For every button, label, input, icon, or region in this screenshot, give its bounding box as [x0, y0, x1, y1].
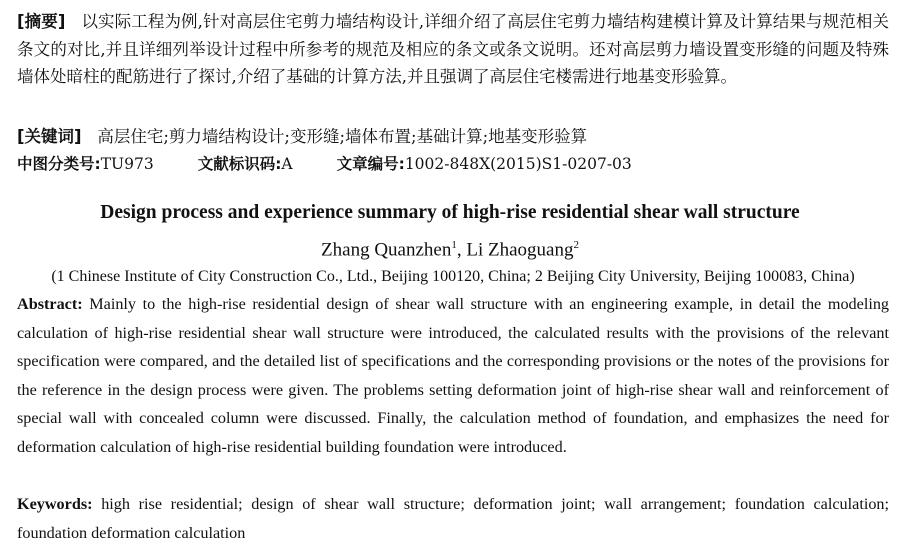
english-keywords-label: Keywords: — [17, 495, 93, 513]
article-number-value: 1002-848X(2015)S1-0207-03 — [404, 155, 632, 173]
english-title: Design process and experience summary of high-rise residential shear wall structure — [100, 202, 800, 223]
english-keywords — [17, 490, 889, 547]
chinese-keywords-label: [关键词] — [17, 127, 82, 146]
doc-code-label: 文献标识码: — [197, 155, 282, 173]
author-separator: , — [456, 239, 467, 261]
author-1-affiliation-mark: 1 — [451, 239, 457, 251]
chinese-keywords-text: 高层住宅;剪力墙结构设计;变形缝;墙体布置;基础计算;地基变形验算 — [97, 127, 588, 146]
chinese-abstract-text: 以实际工程为例,针对高层住宅剪力墙结构设计,详细介绍了高层住宅剪力墙结构建模计算及计算结果与规范相关条文的对比,并且详细列举设计过程中所参考的规范及相应的条文或条文说明。还对高层剪力墙设置变形缝的问题及特殊墙体处暗柱的配筋进行了探讨,介绍了基础的计算方法,并且强调了高层住宅楼需进行地基变形验算。 — [17, 12, 889, 86]
classification-line — [17, 151, 889, 178]
clc-value: TU973 — [100, 155, 154, 173]
doc-code-value: A — [281, 155, 293, 173]
english-affiliation: (1 Chinese Institute of City Construction Co., Ltd., Beijing 100120, China; 2 Beijing City University, Beijing 100083, China) — [51, 268, 855, 285]
english-abstract-text: Mainly to the high-rise residential design of shear wall structure with an engineering example, in detail the modeling calculation of high-rise residential shear wall structure were introduced, the calculated results with the provisions of the relevant specification were compared, and the detailed list of specifications and the corresponding provisions or the notes of the provisions for the reference in the design process were given. The problems setting deformation joint of high-rise shear wall and reinforcement of special wall with concealed column were discussed. Finally, the calculation method of foundation, and emphasizes the need for deformation calculation of high-rise residential building foundation were introduced. — [17, 295, 890, 456]
english-authors — [0, 231, 900, 264]
author-2-affiliation-mark: 2 — [573, 239, 579, 251]
english-abstract-label: Abstract: — [17, 295, 83, 313]
chinese-abstract-label: [摘要] — [17, 12, 66, 31]
english-keywords-text: high rise residential; design of shear wall structure; deformation joint; wall arrangement; foundation calculation; foundation deformation calculation — [17, 495, 890, 542]
author-1: Zhang Quanzhen — [321, 239, 452, 261]
chinese-abstract — [17, 8, 889, 91]
clc-label: 中图分类号: — [17, 155, 101, 173]
english-abstract — [17, 290, 889, 462]
chinese-keywords — [17, 123, 889, 151]
author-2: Li Zhaoguang — [466, 239, 574, 261]
article-number-label: 文章编号: — [336, 155, 405, 173]
